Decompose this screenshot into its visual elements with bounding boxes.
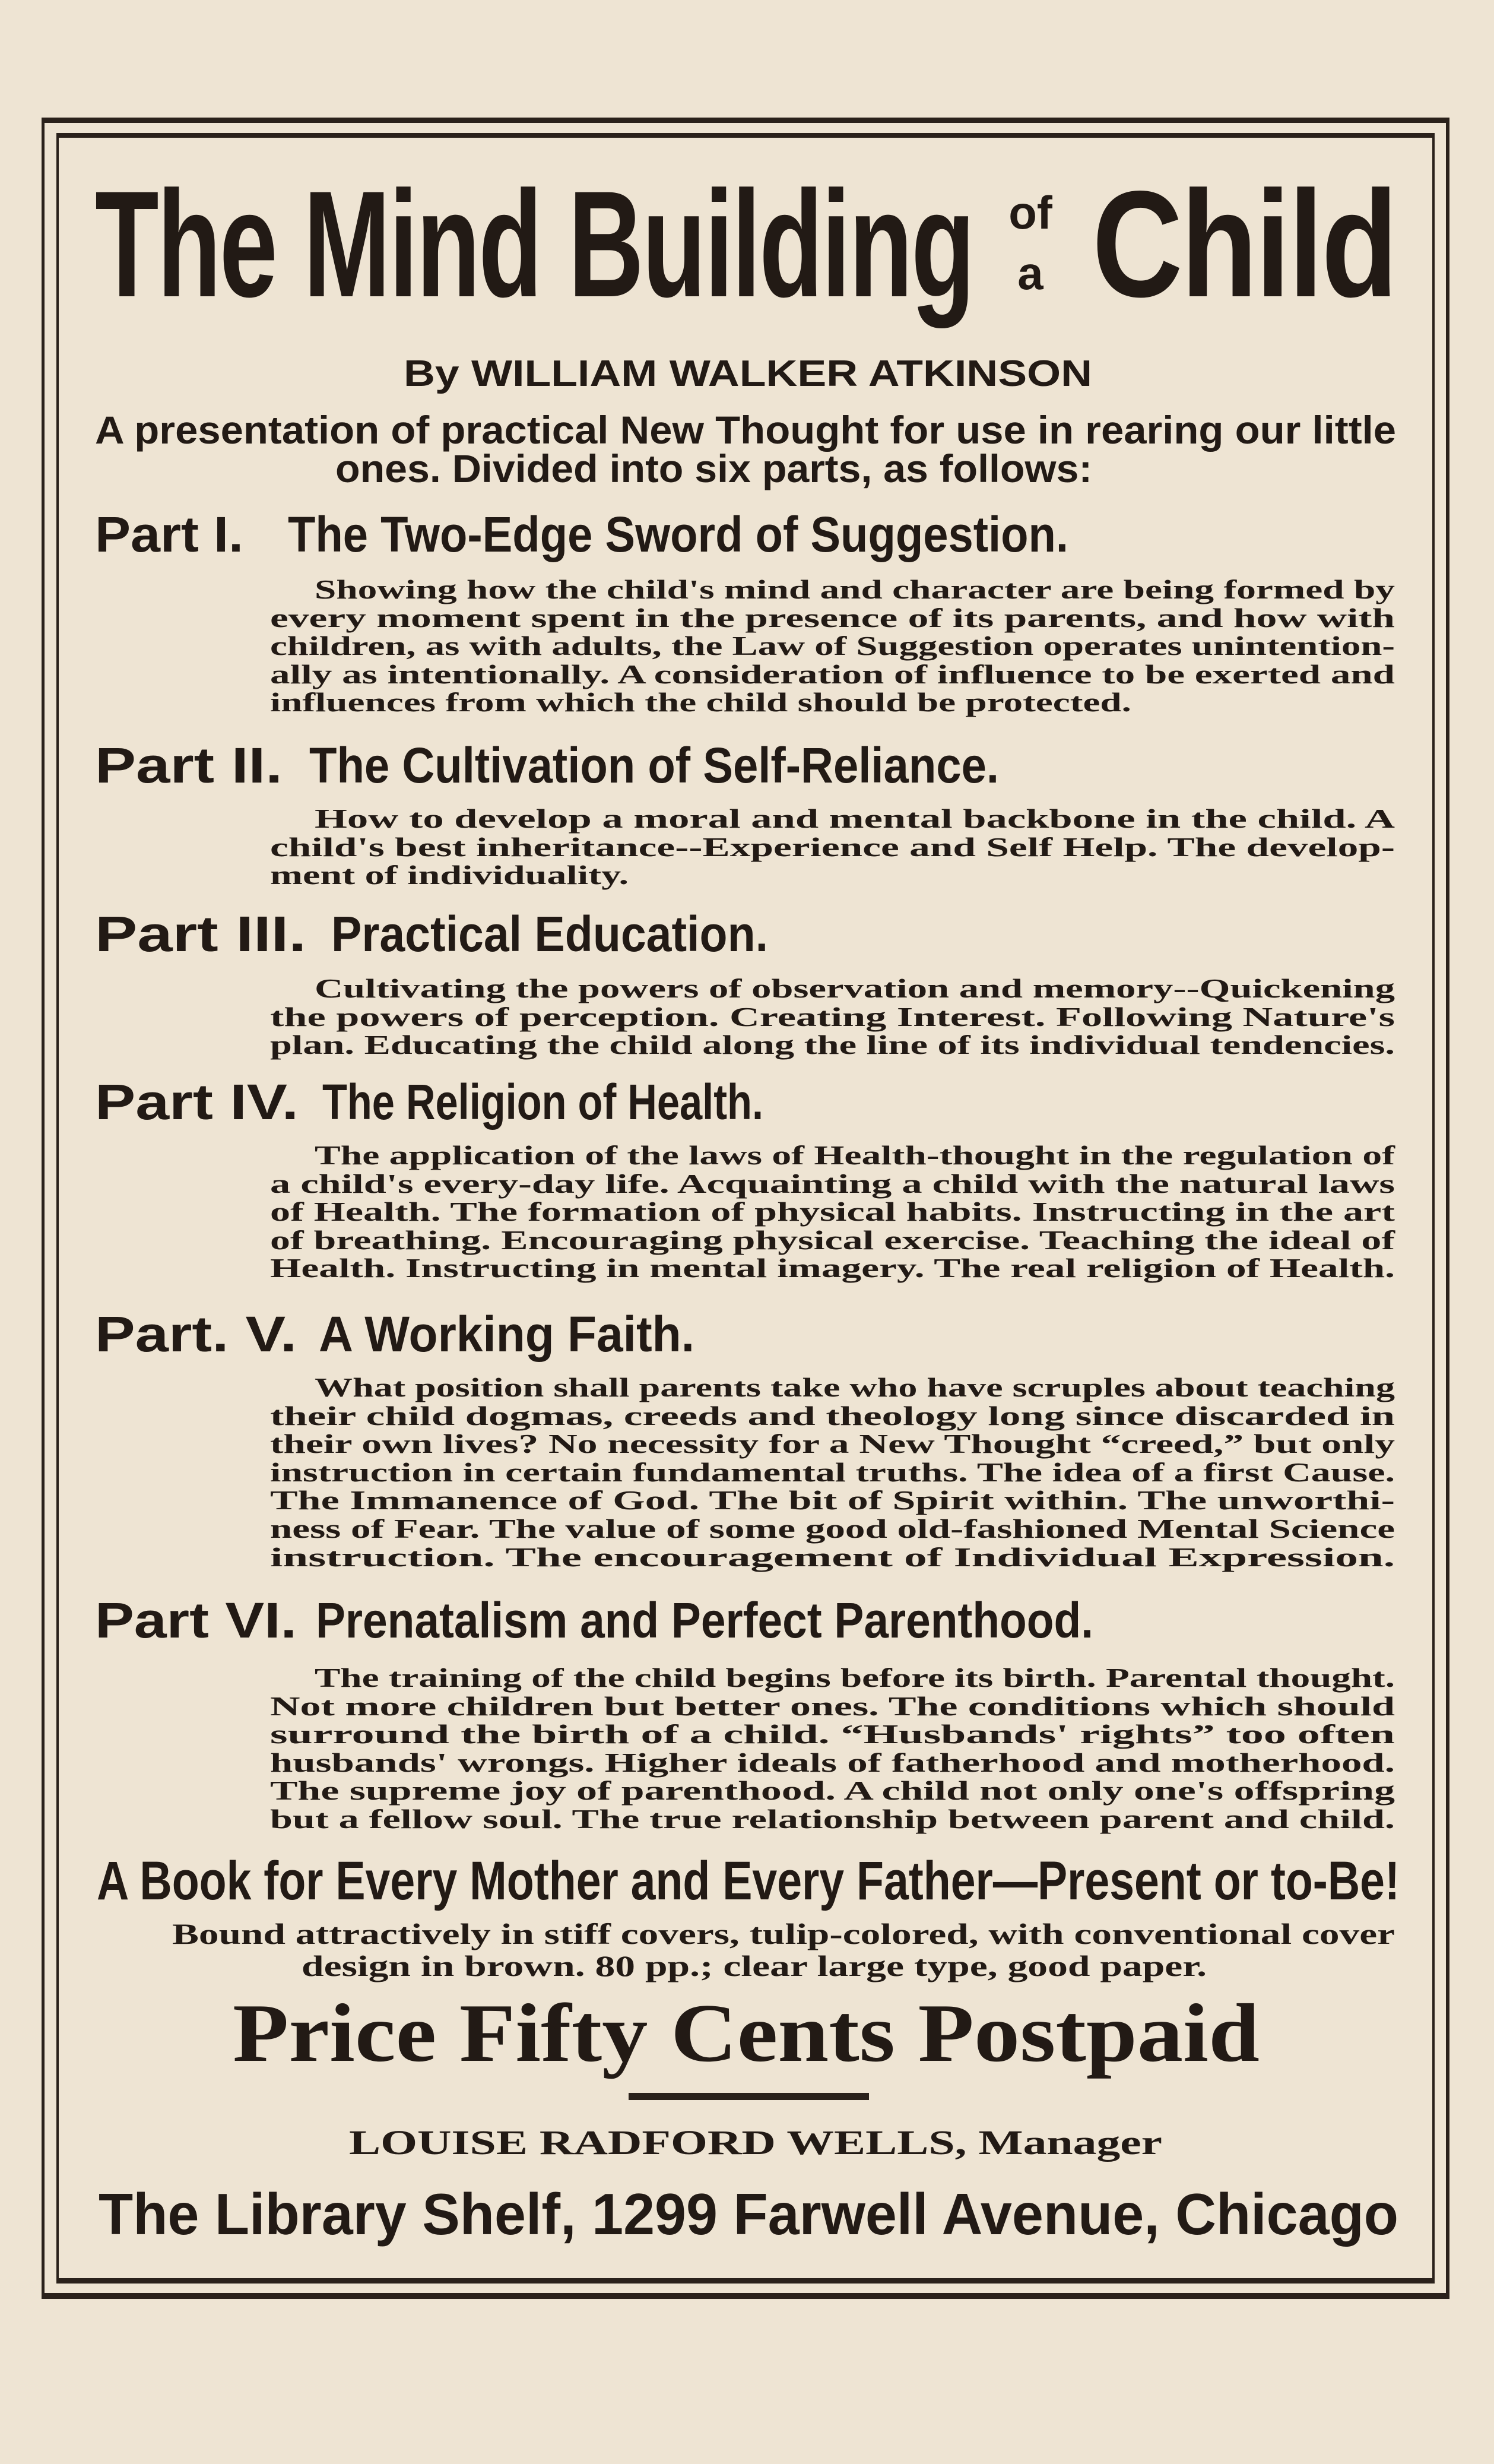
manager-line: LOUISE RADFORD WELLS, Manager <box>349 2123 1162 2162</box>
part-description-line <box>270 1544 1395 1571</box>
title-child: Child <box>1092 160 1396 329</box>
divider-rule <box>629 2093 869 2100</box>
part-description-line <box>315 805 1395 832</box>
part-label-text: Part IV. <box>95 1074 299 1130</box>
title-of: of <box>1008 186 1052 239</box>
part-description-line-text: Showing how the child's mind and character are being formed by <box>315 574 1395 604</box>
part-description-line <box>315 1374 1395 1401</box>
part-description-line-text: of breathing. Encouraging physical exercise. Teaching the ideal of <box>270 1225 1395 1255</box>
part-label-text: Part VI. <box>95 1592 297 1648</box>
part-description-line <box>270 604 1395 632</box>
part-title <box>319 1304 694 1364</box>
part-description-line <box>270 1227 1395 1254</box>
part-description-line-text: plan. Educating the child along the line of its individual tendencies. <box>270 1030 1395 1060</box>
part-description-line-text: Cultivating the powers of observation and memory--Quickening <box>315 973 1395 1003</box>
part-label <box>95 736 283 795</box>
intro-line-1: A presentation of practical New Thought for use in rearing our little <box>95 408 1396 452</box>
part-description-line-text: The application of the laws of Health-thought in the regulation of <box>315 1140 1395 1170</box>
part-label-text: Part. V. <box>95 1306 297 1362</box>
intro-line-2: ones. Divided into six parts, as follows: <box>335 446 1092 490</box>
part-description-line-text: ness of Fear. The value of some good old-fashioned Mental Science <box>270 1513 1395 1544</box>
part-description-line-text: ally as intentionally. A consideration of influence to be exerted and <box>270 659 1395 689</box>
part-description-line <box>270 1487 1395 1514</box>
part-description-line <box>270 1721 1395 1748</box>
part-title <box>288 505 1068 564</box>
part-description-line-text: What position shall parents take who have scruples about teaching <box>315 1372 1395 1402</box>
part-description-line-text: children, as with adults, the Law of Suggestion operates unintention- <box>270 631 1395 661</box>
part-description-line <box>270 689 1131 716</box>
part-description-line <box>270 1255 1395 1282</box>
part-title-text: The Two-Edge Sword of Suggestion. <box>288 506 1068 562</box>
part-description-line-text: instruction in certain fundamental truths. The idea of a first Cause. <box>270 1457 1395 1487</box>
part-description-line <box>270 1459 1395 1486</box>
binding-line-2: design in brown. 80 pp.; clear large type, good paper. <box>302 1949 1207 1982</box>
title-main: The Mind Building <box>95 160 973 329</box>
part-description-line-text: a child's every-day life. Acquainting a child with the natural laws <box>270 1168 1395 1199</box>
part-title-text: The Cultivation of Self-Reliance. <box>309 737 999 793</box>
part-description-line-text: How to develop a moral and mental backbone in the child. A <box>315 803 1395 834</box>
part-title <box>316 1591 1093 1650</box>
part-description-line <box>270 1749 1395 1776</box>
part-description-line-text: but a fellow soul. The true relationship between parent and child. <box>270 1804 1395 1834</box>
part-label <box>95 1591 297 1650</box>
part-description-line-text: The supreme joy of parenthood. A child not only one's offspring <box>270 1775 1395 1806</box>
part-description-line <box>315 975 1395 1002</box>
part-description-line-text: husbands' wrongs. Higher ideals of fatherhood and motherhood. <box>270 1747 1395 1778</box>
binding-line-1: Bound attractively in stiff covers, tulip-colored, with conventional cover <box>172 1917 1395 1950</box>
part-description-line-text: influences from which the child should be protected. <box>270 687 1131 717</box>
part-title <box>331 904 768 964</box>
part-title-text: Practical Education. <box>331 906 768 962</box>
part-title-text: The Religion of Health. <box>322 1074 763 1130</box>
part-description-line <box>315 1142 1395 1169</box>
part-title-text: A Working Faith. <box>319 1306 694 1362</box>
address-line: The Library Shelf, 1299 Farwell Avenue, Chicago <box>99 2181 1398 2247</box>
part-description-line-text: every moment spent in the presence of its parents, and how with <box>270 603 1395 633</box>
part-title <box>322 1072 763 1132</box>
part-description-line-text: ment of individuality. <box>270 860 629 890</box>
price: Price Fifty Cents Postpaid <box>233 1987 1260 2079</box>
part-label <box>95 1072 299 1132</box>
part-title-text: Prenatalism and Perfect Parenthood. <box>316 1592 1093 1648</box>
part-description-line <box>270 834 1395 861</box>
part-description-line <box>270 1402 1395 1430</box>
part-label <box>95 1304 297 1364</box>
part-description-line-text: The Immanence of God. The bit of Spirit within. The unworthi- <box>270 1485 1395 1515</box>
part-description-line-text: The training of the child begins before its birth. Parental thought. <box>315 1662 1395 1693</box>
part-description-line <box>315 576 1395 603</box>
part-description-line <box>270 1693 1395 1720</box>
part-description-line <box>270 1806 1395 1833</box>
part-description-line <box>270 862 629 889</box>
part-description-line-text: the powers of perception. Creating Interest. Following Nature's <box>270 1002 1395 1032</box>
part-description-line-text: instruction. The encouragement of Individual Expression. <box>270 1542 1395 1572</box>
part-description-line <box>270 1430 1395 1458</box>
part-description-line <box>270 1777 1395 1804</box>
author-line: By WILLIAM WALKER ATKINSON <box>404 353 1092 394</box>
part-description-line-text: their own lives? No necessity for a New Thought “creed,” but only <box>270 1429 1395 1459</box>
part-description-line <box>270 1031 1395 1059</box>
part-label-text: Part I. <box>95 506 243 562</box>
tagline: A Book for Every Mother and Every Father—Present or to-Be! <box>97 1851 1400 1911</box>
part-title <box>309 736 999 795</box>
part-label <box>95 904 306 964</box>
part-description-line <box>270 1198 1395 1225</box>
part-description-line <box>270 1003 1395 1031</box>
part-description-line-text: child's best inheritance--Experience and Self Help. The develop- <box>270 832 1395 862</box>
part-description-line-text: their child dogmas, creeds and theology long since discarded in <box>270 1401 1395 1431</box>
part-description-line <box>270 1515 1395 1543</box>
part-label-text: Part III. <box>95 906 306 962</box>
part-label-text: Part II. <box>95 737 283 793</box>
part-label <box>95 505 243 564</box>
title-a: a <box>1017 247 1043 299</box>
part-description-line <box>270 1170 1395 1198</box>
part-description-line-text: of Health. The formation of physical habits. Instructing in the art <box>270 1196 1395 1227</box>
part-description-line-text: Not more children but better ones. The conditions which should <box>270 1691 1395 1721</box>
part-description-line <box>270 661 1395 688</box>
part-description-line <box>270 632 1395 660</box>
part-description-line-text: surround the birth of a child. “Husbands' rights” too often <box>270 1719 1395 1749</box>
part-description-line <box>315 1664 1395 1692</box>
part-description-line-text: Health. Instructing in mental imagery. The real religion of Health. <box>270 1253 1395 1283</box>
